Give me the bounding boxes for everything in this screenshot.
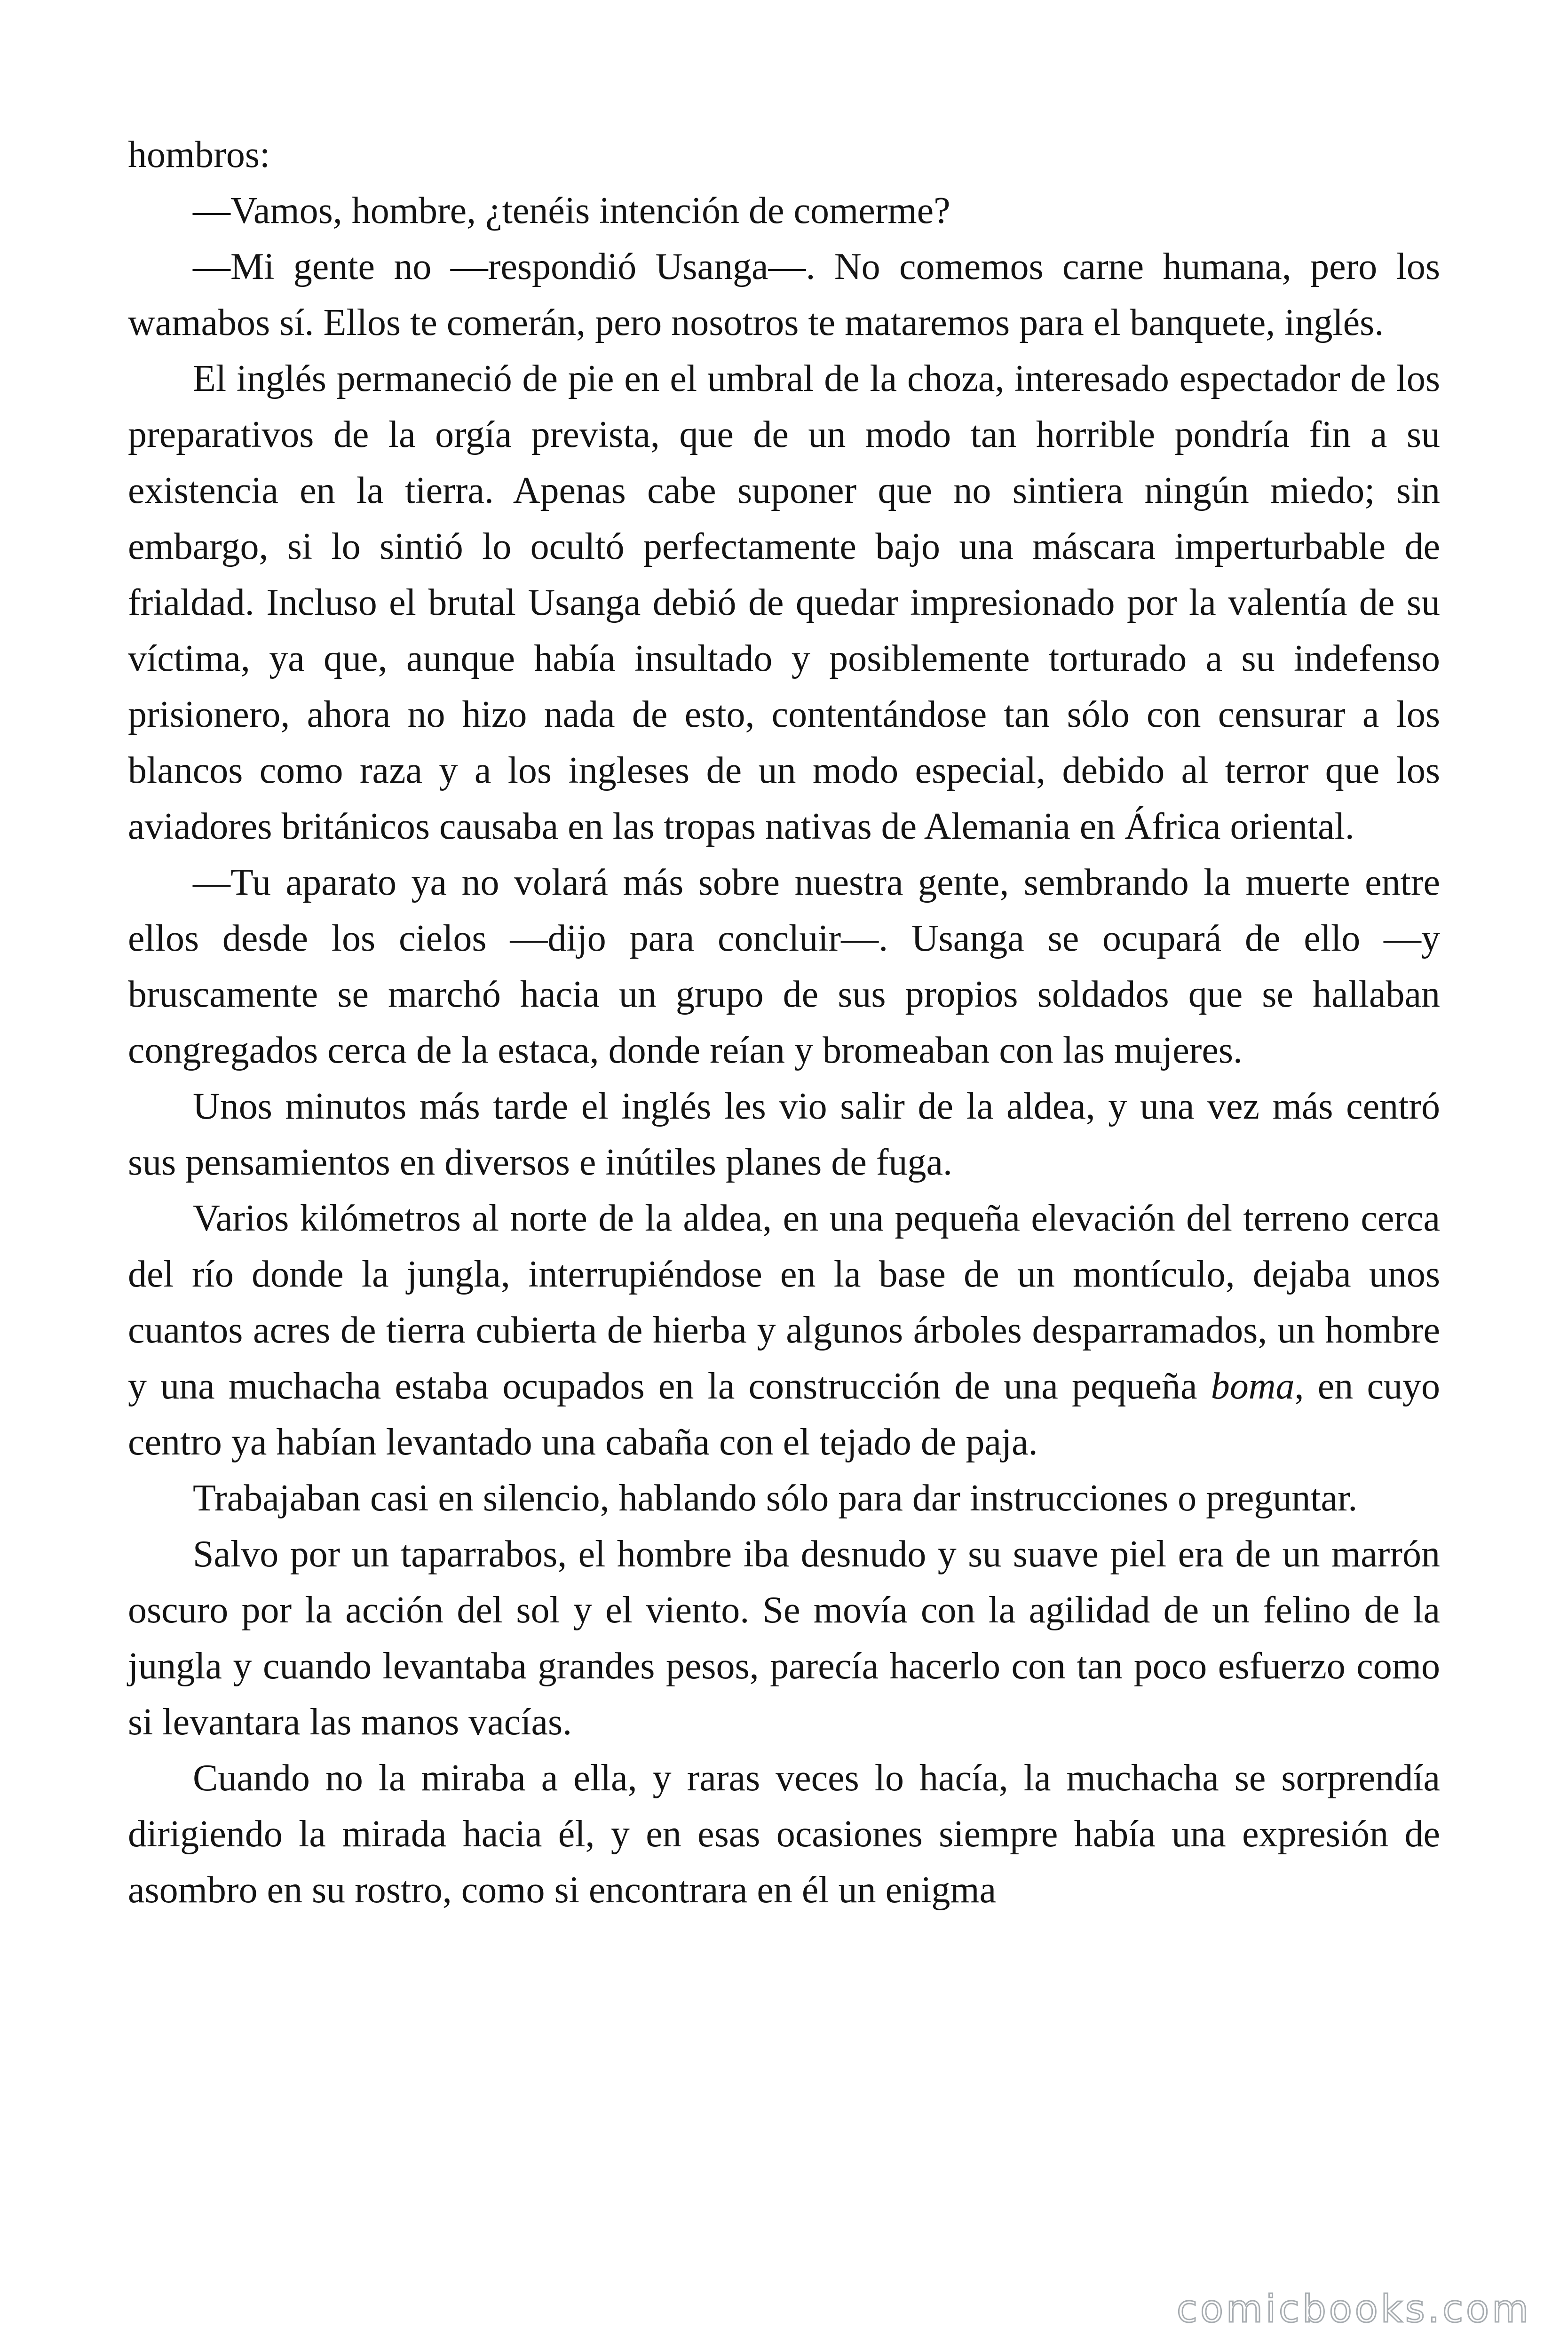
paragraph-continuation: hombros: [128,134,270,175]
book-page-text [128,127,1440,1918]
paragraph-dialogue-1: —Vamos, hombre, ¿tenéis intención de comerme? [193,190,950,231]
paragraph-dialogue-2: —Mi gente no —respondió Usanga—. No comemos carne humana, pero los wamabos sí. Ellos te comerán, pero nosotros te mataremos para el banquete, inglés. [128,246,1440,343]
paragraph-narration-4: Salvo por un taparrabos, el hombre iba desnudo y su suave piel era de un marrón oscuro por la acción del sol y el viento. Se movía con la agilidad de un felino de la jungla y cuando levantaba grandes pesos, parecía hacerlo con tan poco esfuerzo como si levantara las manos vacías. [128,1534,1440,1743]
paragraph-narration-3: Trabajaban casi en silencio, hablando sólo para dar instrucciones o preguntar. [193,1478,1358,1519]
paragraph-dialogue-3: —Tu aparato ya no volará más sobre nuestra gente, sembrando la muerte entre ellos desde los cielos —dijo para concluir—. Usanga se ocupará de ello —y bruscamente se marchó hacia un grupo de sus propios soldados que se hallaban congregados cerca de la estaca, donde reían y bromeaban con las mujeres. [128,862,1440,1071]
site-watermark: comicbooks.com [1176,2287,1531,2331]
paragraph-narration-2: Unos minutos más tarde el inglés les vio salir de la aldea, y una vez más centró sus pensamientos en diversos e inútiles planes de fuga. [128,1086,1440,1183]
paragraph-boma [128,1191,1440,1470]
boma-text-after: , en cuyo centro ya habían levantado una cabaña con el tejado de paja. [128,1366,1441,1463]
paragraph-narration-5: Cuando no la miraba a ella, y raras veces lo hacía, la muchacha se sorprendía dirigiendo la mirada hacia él, y en esas ocasiones siempre había una expresión de asombro en su rostro, como si encontrara en él un enigma [128,1757,1440,1911]
boma-text-before: Varios kilómetros al norte de la aldea, en una pequeña elevación del terreno cerca del río donde la jungla, interrupiéndose en la base de un montículo, dejaba unos cuantos acres de tierra cubierta de hierba y algunos árboles desparramados, un hombre y una muchacha estaba ocupados en la construcción de una pequeña [128,1198,1440,1407]
boma-italic-word: boma [1211,1366,1295,1407]
paragraph-narration-1: El inglés permaneció de pie en el umbral de la choza, interesado espectador de los preparativos de la orgía prevista, que de un modo tan horrible pondría fin a su existencia en la tierra. Apenas cabe suponer que no sintiera ningún miedo; sin embargo, si lo sintió lo ocultó perfectamente bajo una máscara imperturbable de frialdad. Incluso el brutal Usanga debió de quedar impresionado por la valentía de su víctima, ya que, aunque había insultado y posiblemente torturado a su indefenso prisionero, ahora no hizo nada de esto, contentándose tan sólo con censurar a los blancos como raza y a los ingleses de un modo especial, debido al terror que los aviadores británicos causaba en las tropas nativas de Alemania en África oriental. [128,358,1440,847]
